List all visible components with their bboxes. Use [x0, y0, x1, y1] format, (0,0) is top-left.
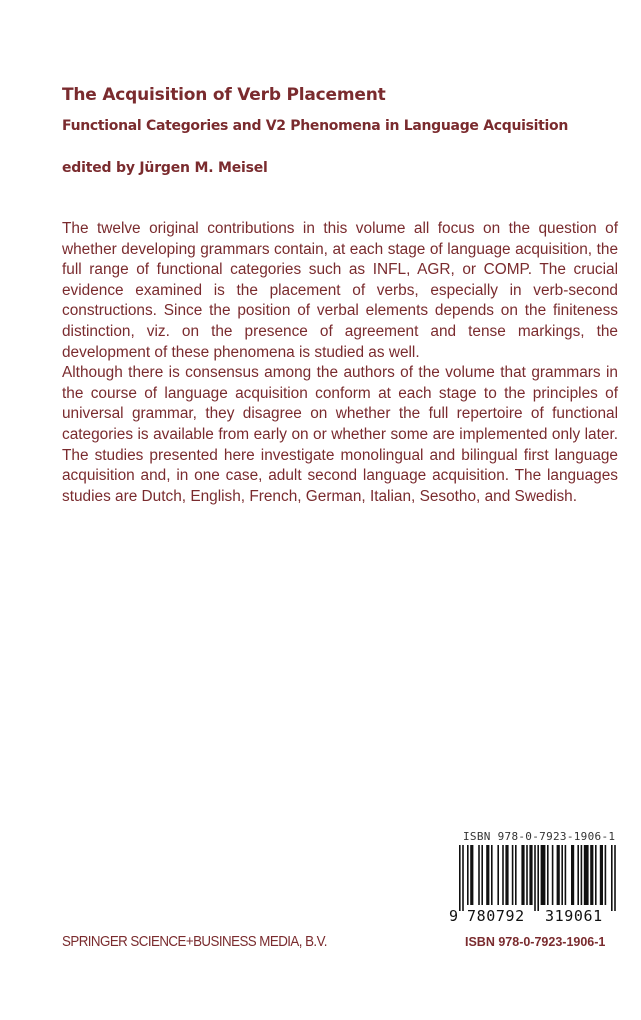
- barcode-bar: [565, 845, 567, 905]
- barcode-bar: [512, 845, 514, 905]
- barcode-bar: [605, 845, 607, 905]
- barcode-bar: [505, 845, 508, 905]
- barcode-bar: [534, 845, 536, 911]
- barcode-bar: [515, 845, 517, 905]
- barcode-bar: [577, 845, 579, 905]
- barcode-digits-left: 780792: [467, 907, 525, 923]
- barcode-bar: [537, 845, 539, 911]
- barcode-bar: [478, 845, 480, 905]
- barcode-bar: [561, 845, 563, 905]
- barcode-bar: [581, 845, 583, 905]
- barcode-isbn-label: ISBN 978-0-7923-1906-1: [463, 830, 616, 843]
- barcode-bar: [547, 845, 549, 905]
- barcode-bar: [502, 845, 504, 905]
- barcode-bar: [584, 845, 589, 905]
- barcode-bar: [600, 845, 603, 905]
- barcode-bar: [497, 845, 499, 905]
- barcode-bar: [557, 845, 560, 905]
- book-title: The Acquisition of Verb Placement: [62, 85, 386, 105]
- barcode-bar: [491, 845, 493, 905]
- barcode-bar: [526, 845, 528, 905]
- barcode: [445, 845, 625, 923]
- book-editor: edited by Jürgen M. Meisel: [62, 160, 268, 176]
- barcode-bar: [486, 845, 489, 905]
- barcode-bar: [470, 845, 473, 905]
- barcode-bar: [611, 845, 613, 911]
- barcode-bar: [552, 845, 554, 905]
- barcode-bar: [571, 845, 574, 905]
- barcode-bar: [529, 845, 532, 905]
- barcode-digits-right: 319061: [545, 907, 603, 923]
- footer-isbn: ISBN 978-0-7923-1906-1: [465, 935, 606, 949]
- blurb-paragraph-2: Although there is consensus among the authors of the volume that grammars in the course of language acquisition conform at each stage to the principles of universal grammar, they disagree on whether the full repertoire of functional categories is available from early on or whether some are implemented only later. The studies presented here investigate monolingual and bilingual first language acquisition and, in one case, adult second language acquisition. The languages studies are Dutch, English, French, German, Italian, Sesotho, and Swedish.: [62, 364, 618, 505]
- barcode-bar: [521, 845, 524, 905]
- blurb-paragraph-1: The twelve original contributions in this volume all focus on the question of whether developing grammars contain, at each stage of language acquisition, the full range of functional categories such as INFL, AGR, or COMP. The crucial evidence examined is the placement of verbs, especially in verb-second constructions. Since the position of verbal elements depends on the finiteness distinction, viz. on the presence of agreement and tense markings, the development of these phenomena is studied as well.: [62, 220, 618, 361]
- barcode-bar: [467, 845, 469, 905]
- book-blurb: [62, 219, 618, 507]
- barcode-bar: [541, 845, 546, 905]
- publisher-name: SPRINGER SCIENCE+BUSINESS MEDIA, B.V.: [62, 934, 327, 950]
- barcode-bar: [462, 845, 464, 911]
- barcode-bar: [590, 845, 593, 905]
- barcode-bar: [459, 845, 461, 911]
- book-subtitle: Functional Categories and V2 Phenomena in Language Acquisition: [62, 118, 569, 134]
- barcode-bar: [595, 845, 597, 905]
- barcode-bar: [481, 845, 483, 905]
- barcode-bar: [614, 845, 616, 911]
- barcode-digit-lead: 9: [449, 907, 459, 923]
